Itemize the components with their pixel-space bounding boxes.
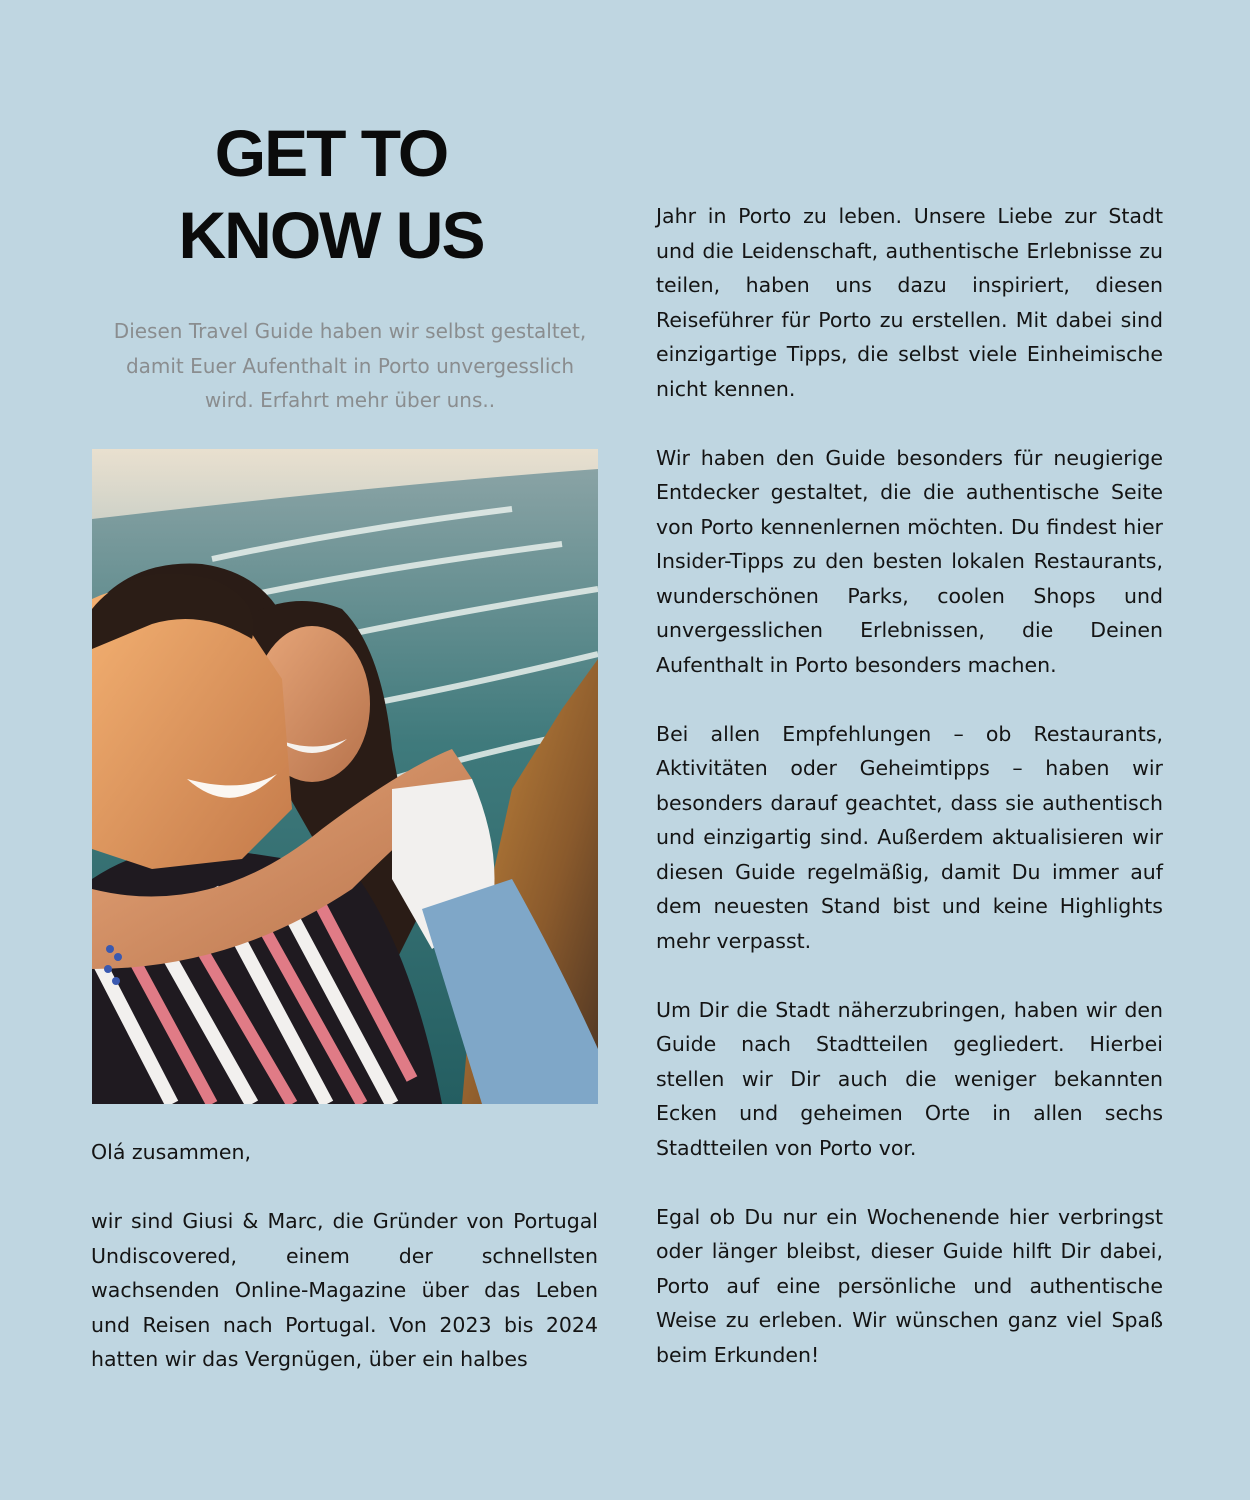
intro-text: Diesen Travel Guide haben wir selbst gestaltet, damit Euer Aufenthalt in Porto unvergesslich wird. Erfahrt mehr über uns.. — [113, 319, 587, 412]
title-line-1: GET TO — [214, 116, 448, 190]
paragraph-guide-audience: Wir haben den Guide besonders für neugierige Entdecker gestaltet, die die authentische Seite von Porto kennenlernen möchten. Du findest hier Insider-Tipps zu den besten lokalen Restaurants, wunderschönen Parks, coolen Shops und unvergesslichen Erlebnissen, die Deinen Aufenthalt in Porto besonders machen. — [656, 445, 1163, 677]
page-title — [92, 112, 570, 276]
right-column — [656, 199, 1163, 1407]
title-line-2: KNOW US — [178, 198, 484, 272]
intro-paragraph: wir sind Giusi & Marc, die Gründer von Portugal Undiscovered, einem der schnellsten wachsenden Online-Magazine über das Leben und Reisen nach Portugal. Von 2023 bis 2024 hatten wir das Vergnügen, über ein halbes — [91, 1209, 598, 1371]
paragraph-porto-life: Jahr in Porto zu leben. Unsere Liebe zur Stadt und die Leidenschaft, authentische Erlebnisse zu teilen, haben uns dazu inspiriert, diesen Reiseführer für Porto zu erstellen. Mit dabei sind einzigartige Tipps, die selbst viele Einheimische nicht kennen. — [656, 204, 1163, 401]
paragraph-recommendations: Bei allen Empfehlungen – ob Restaurants, Aktivitäten oder Geheimtipps – haben wir besonders darauf geachtet, dass sie authentisch und einzigartig sind. Außerdem aktualisieren wir diesen Guide regelmäßig, damit Du immer auf dem neuesten Stand bist und keine Highlights mehr verpasst. — [656, 721, 1163, 953]
photo-illustration — [92, 449, 598, 1104]
couple-selfie-photo — [92, 449, 598, 1104]
paragraph-closing: Egal ob Du nur ein Wochenende hier verbringst oder länger bleibst, dieser Guide hilft Dir dabei, Porto auf eine persönliche und authentische Weise zu erleben. Wir wünschen ganz viel Spaß beim Erkunden! — [656, 1204, 1163, 1367]
paragraph-districts: Um Dir die Stadt näherzubringen, haben wir den Guide nach Stadtteilen gegliedert. Hierbei stellen wir Dir auch die weniger bekannten Ecken und geheimen Orte in allen sechs Stadtteilen von Porto vor. — [656, 997, 1163, 1160]
greeting-text: Olá zusammen, — [91, 1140, 251, 1164]
